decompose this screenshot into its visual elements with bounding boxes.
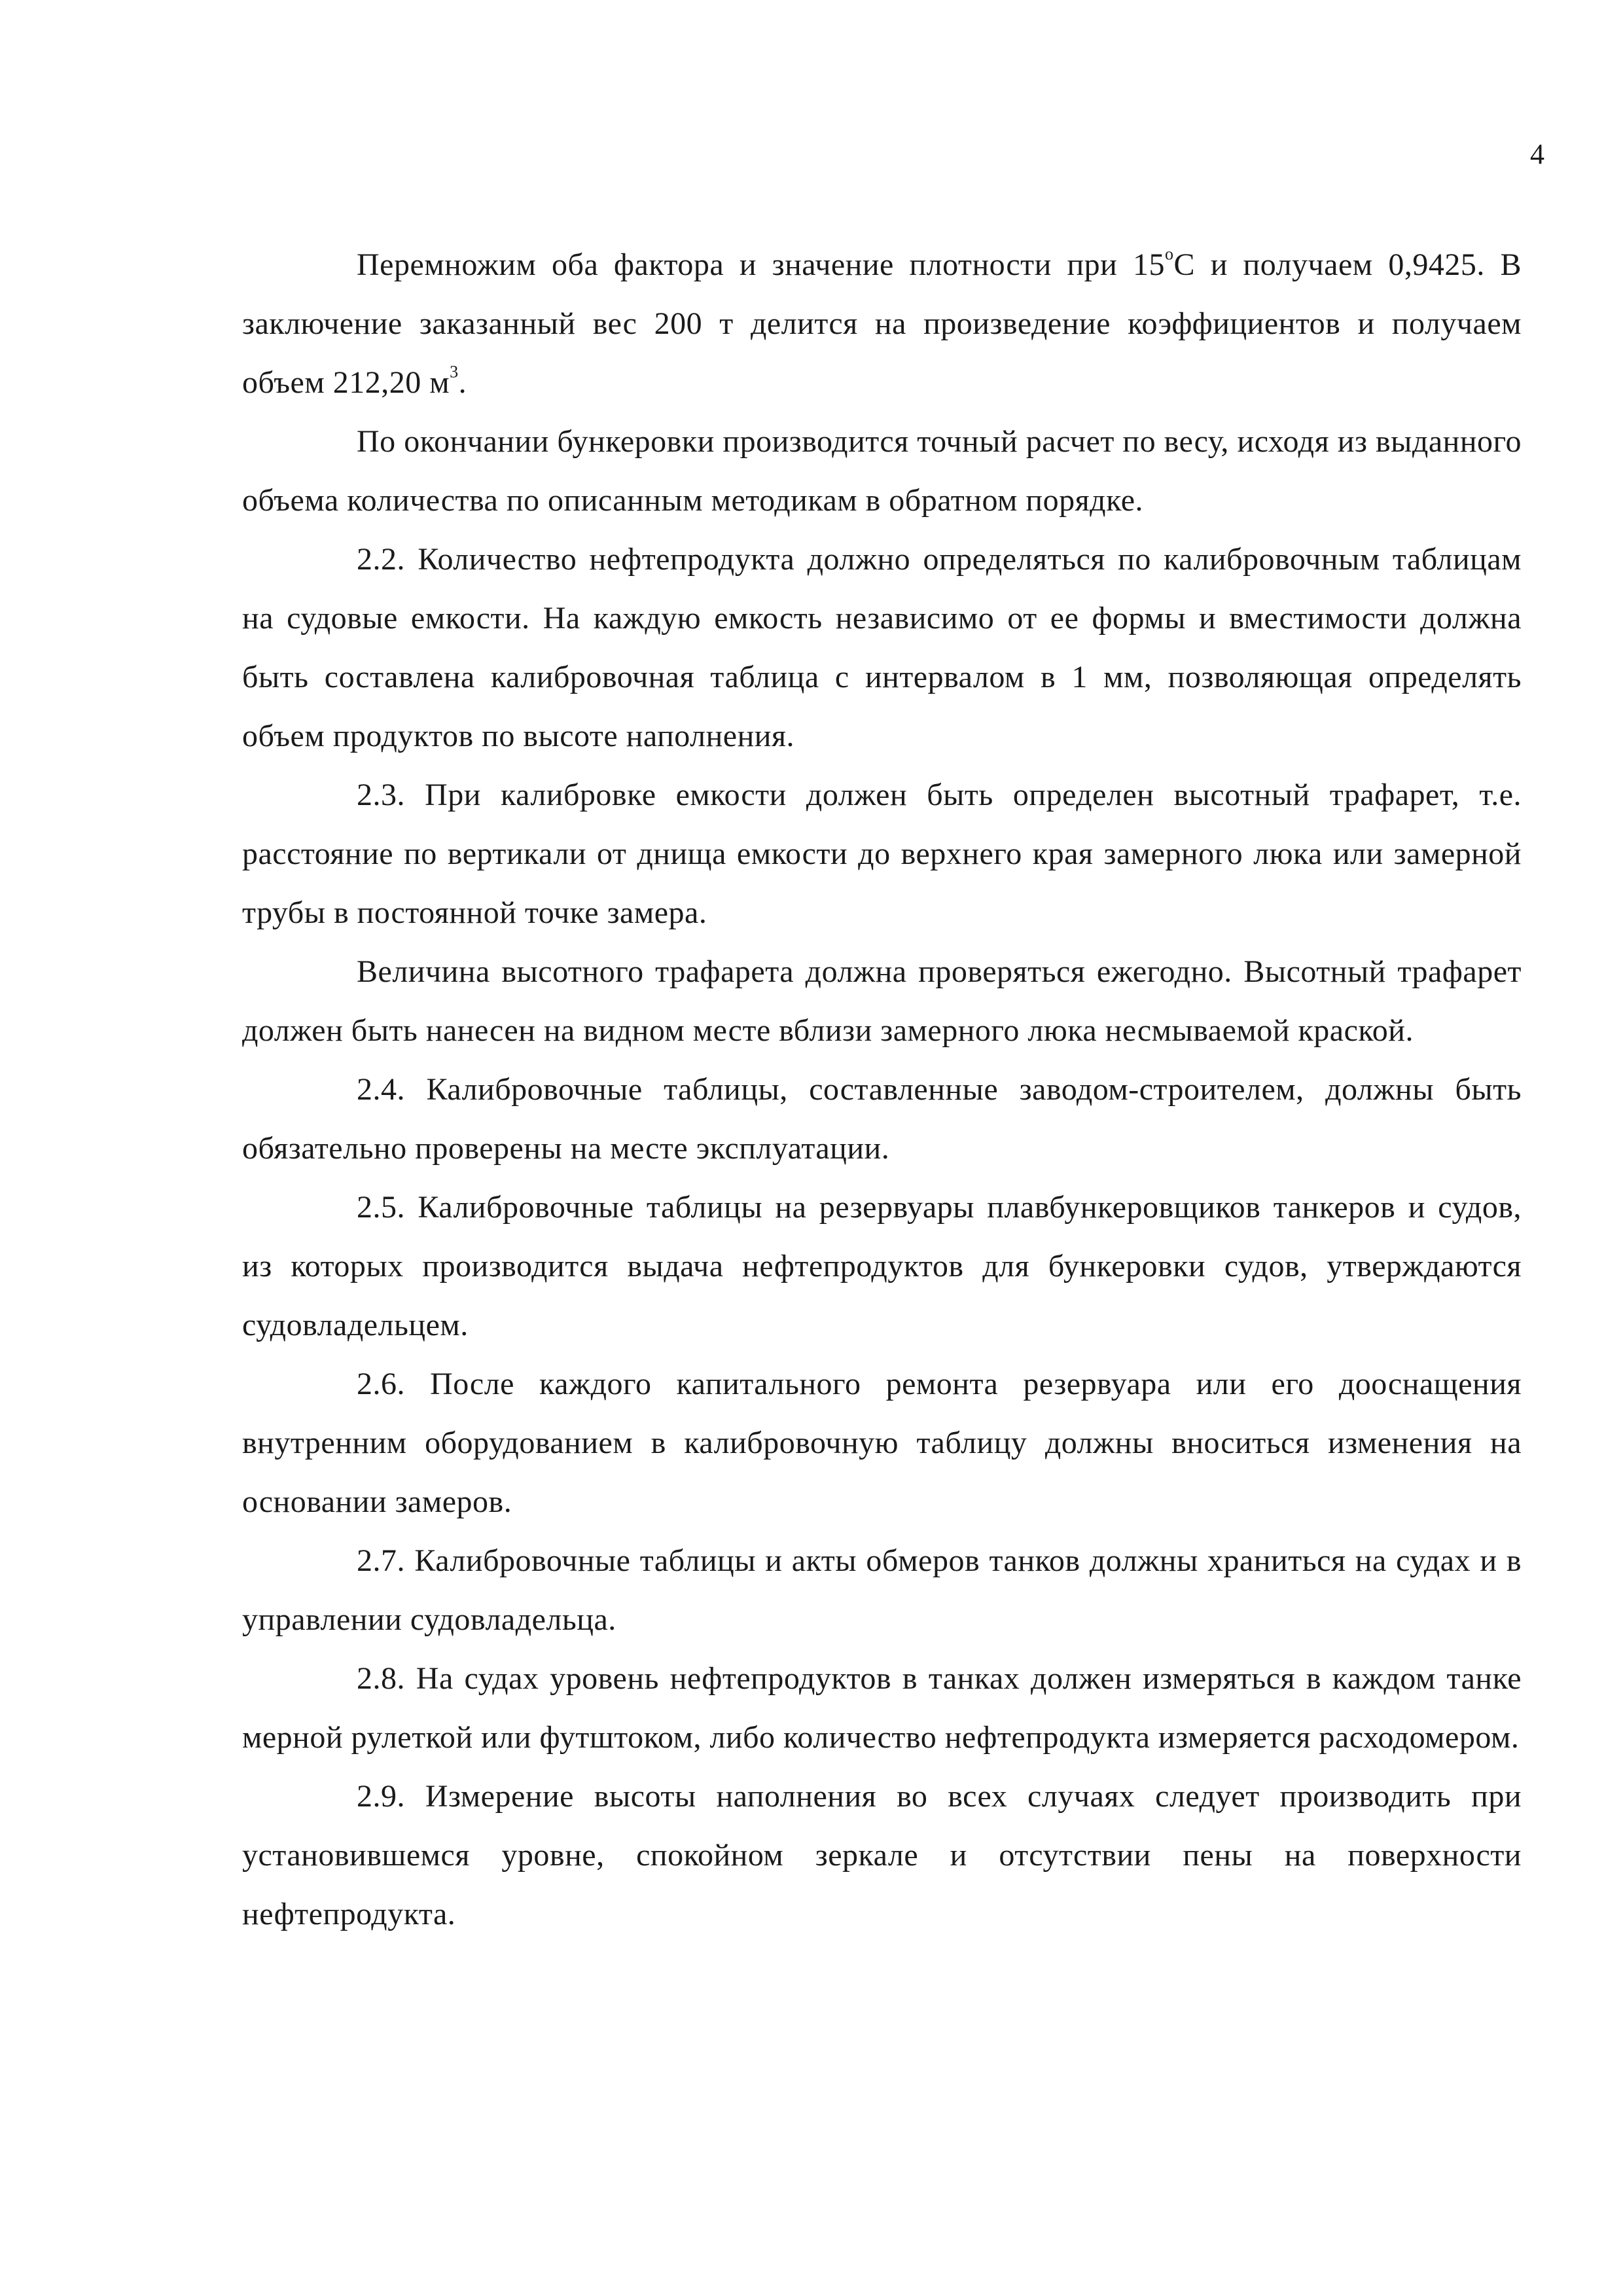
paragraph-2-2: 2.2. Количество нефтепродукта должно определяться по калибровочным таблицам на судовые емкости. На каждую емкость независимо от ее формы и вместимости должна быть составлена калибровочная таблица с интервалом в 1 мм, позволяющая определять объем продуктов по высоте наполнения. xyxy=(242,542,1522,753)
paragraph-2-9: 2.9. Измерение высоты наполнения во всех случаях следует производить при установившемся уровне, спокойном зеркале и отсутствии пены на поверхности нефтепродукта. xyxy=(242,1779,1522,1931)
paragraph-stencil-check: Величина высотного трафарета должна проверяться ежегодно. Высотный трафарет должен быть нанесен на видном месте вблизи замерного люка несмываемой краской. xyxy=(242,954,1522,1048)
paragraph-bunkering-end: По окончании бункеровки производится точный расчет по весу, исходя из выданного объема количества по описанным методикам в обратном порядке. xyxy=(242,424,1522,518)
paragraph-density-calculation xyxy=(242,236,1522,412)
body-text xyxy=(242,236,1522,1944)
paragraph-text: Перемножим оба фактора и значение плотности при 15 xyxy=(357,247,1166,282)
paragraph-2-5: 2.5. Калибровочные таблицы на резервуары плавбункеровщиков танкеров и судов, из которых производится выдача нефтепродуктов для бункеровки судов, утверждаются судовладельцем. xyxy=(242,1190,1522,1342)
paragraph-2-7: 2.7. Калибровочные таблицы и акты обмеров танков должны храниться на судах и в управлении судовладельца. xyxy=(242,1543,1522,1637)
paragraph-2-6: 2.6. После каждого капитального ремонта резервуара или его дооснащения внутренним оборудованием в калибровочную таблицу должны вноситься изменения на основании замеров. xyxy=(242,1367,1522,1519)
paragraph-2-8: 2.8. На судах уровень нефтепродуктов в танках должен измеряться в каждом танке мерной рулеткой или футштоком, либо количество нефтепродукта измеряется расходомером. xyxy=(242,1661,1522,1755)
paragraph-text: . xyxy=(458,365,467,400)
paragraph-text: С и получаем 0,9425. В заключение заказанный вес 200 т делится на произведение коэффициентов и получаем объем 212,20 м xyxy=(242,247,1522,400)
degree-superscript: о xyxy=(1165,244,1174,264)
paragraph-2-4: 2.4. Калибровочные таблицы, составленные заводом-строителем, должны быть обязательно проверены на месте эксплуатации. xyxy=(242,1072,1522,1166)
cubic-superscript: 3 xyxy=(450,362,459,382)
paragraph-2-3: 2.3. При калибровке емкости должен быть определен высотный трафарет, т.е. расстояние по вертикали от днища емкости до верхнего края замерного люка или замерной трубы в постоянной точке замера. xyxy=(242,778,1522,930)
page-number: 4 xyxy=(1530,138,1544,170)
